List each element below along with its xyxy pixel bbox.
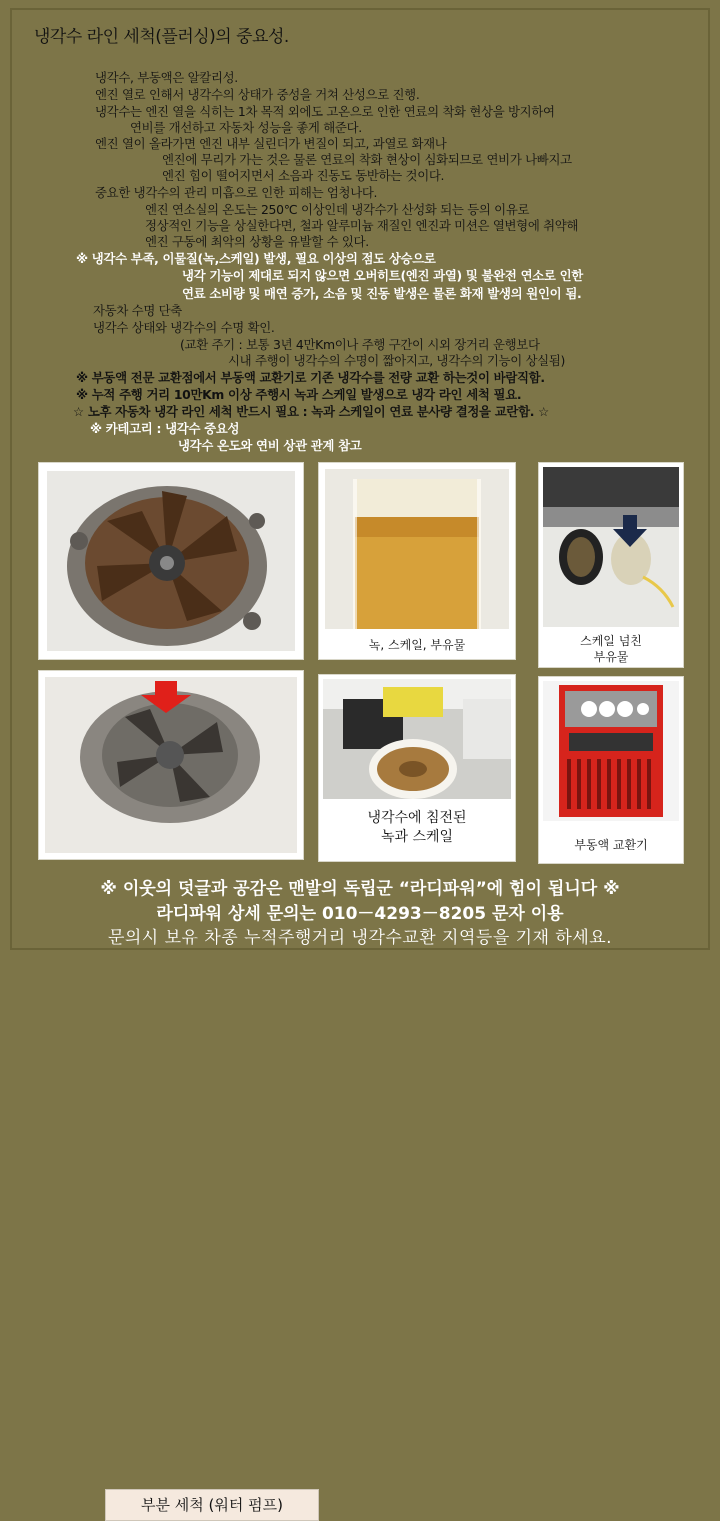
body-line: 냉각수, 부동액은 알칼리성. bbox=[95, 70, 238, 85]
photo-settled-rust bbox=[318, 674, 516, 862]
body-line: ※ 누적 주행 거리 10만Km 이상 주행시 녹과 스케일 발생으로 냉각 라인 세척 필요. bbox=[76, 387, 522, 402]
body-line: 엔진 구동에 최악의 상황을 유발할 수 있다. bbox=[145, 234, 369, 249]
body-line: 냉각수 온도와 연비 상관 관계 참고 bbox=[178, 438, 362, 453]
exchanger-machine-image bbox=[543, 681, 679, 821]
reservoir-image bbox=[543, 467, 679, 627]
body-line: 냉각수는 엔진 열을 식히는 1차 목적 외에도 고온으로 인한 연료의 착화 현상을 방지하여 bbox=[95, 104, 555, 119]
body-line: 엔진 연소실의 온도는 250℃ 이상인데 냉각수가 산성화 되는 등의 이유로 bbox=[145, 202, 530, 217]
body-line: 연료 소비량 및 매연 증가, 소음 및 진동 발생은 물론 화재 발생의 원인이 됨. bbox=[182, 286, 582, 301]
body-line: 연비를 개선하고 자동차 성능을 좋게 해준다. bbox=[130, 120, 362, 135]
photo-reservoir-scale bbox=[538, 462, 684, 668]
coolant-glass-image bbox=[325, 469, 509, 629]
body-line: ※ 부동액 전문 교환점에서 부동액 교환기로 기존 냉각수를 전량 교환 하는것이 바람직함. bbox=[76, 370, 545, 385]
caption-partial-clean: 부분 세척 (워터 펌프) bbox=[105, 1489, 319, 1521]
caption-sediment: 녹, 스케일, 부유물 bbox=[368, 638, 466, 652]
body-line: ※ 카테고리 : 냉각수 중요성 bbox=[90, 421, 240, 436]
body-line: 시내 주행이 냉각수의 수명이 짧아지고, 냉각수의 기능이 상실됨) bbox=[228, 353, 566, 368]
photo-partial-clean bbox=[38, 670, 304, 1514]
body-line: 자동차 수명 단축 bbox=[93, 303, 182, 318]
footer-line-2: 라디파워 상세 문의는 010－4293－8205 문자 이용 bbox=[156, 904, 564, 924]
body-line: ☆ 노후 자동차 냉각 라인 세척 반드시 필요 : 녹과 스케일이 연료 분사량 결정을 교란함. ☆ bbox=[73, 404, 549, 419]
body-line: 냉각수 상태와 냉각수의 수명 확인. bbox=[93, 320, 275, 335]
body-line: 중요한 냉각수의 관리 미흡으로 인한 피해는 엄청나다. bbox=[95, 185, 378, 200]
photo-coolant-glass bbox=[318, 462, 516, 660]
body-line: 정상적인 기능을 상실한다면, 철과 알루미늄 재질인 엔진과 미션은 열변형에 취약해 bbox=[145, 218, 579, 233]
caption-scale-overflow: 스케일 넘친 부유물 bbox=[580, 634, 642, 664]
body-line: 엔진 열이 올라가면 엔진 내부 실린더가 변질이 되고, 과열로 화재나 bbox=[95, 136, 447, 151]
body-line: ※ 냉각수 부족, 이물질(녹,스케일) 발생, 필요 이상의 점도 상승으로 bbox=[76, 251, 436, 266]
footer-line-3: 문의시 보유 차종 누적주행거리 냉각수교환 지역등을 기재 하세요. bbox=[107, 928, 613, 948]
body-line: 엔진에 무리가 가는 것은 물론 연료의 착화 현상이 심화되므로 연비가 나빠지고 bbox=[162, 152, 572, 167]
photo-exchanger bbox=[538, 676, 684, 864]
caption-settled: 냉각수에 침전된 녹과 스케일 bbox=[367, 810, 467, 845]
cleaned-pump-image bbox=[45, 677, 297, 853]
footer-line-1: ※ 이웃의 덧글과 공감은 맨발의 독립군 “라디파워”에 힘이 됩니다 ※ bbox=[100, 879, 620, 899]
settled-rust-image bbox=[323, 679, 511, 799]
body-line: (교환 주기 : 보통 3년 4만Km이나 주행 구간이 시외 장거리 운행보다 bbox=[180, 337, 540, 352]
body-line: 엔진 열로 인해서 냉각수의 상태가 중성을 거쳐 산성으로 진행. bbox=[95, 87, 420, 102]
caption-exchanger: 부동액 교환기 bbox=[574, 838, 648, 852]
body-line: 엔진 힘이 떨어지면서 소음과 진동도 동반하는 것이다. bbox=[162, 168, 445, 183]
body-line: 냉각 기능이 제대로 되지 않으면 오버히트(엔진 과열) 및 불완전 연소로 인한 bbox=[182, 268, 583, 283]
photo-rusty-water-pump bbox=[38, 462, 304, 660]
page-title: 냉각수 라인 세척(플러싱)의 중요성. bbox=[34, 27, 289, 47]
water-pump-image bbox=[47, 471, 295, 651]
